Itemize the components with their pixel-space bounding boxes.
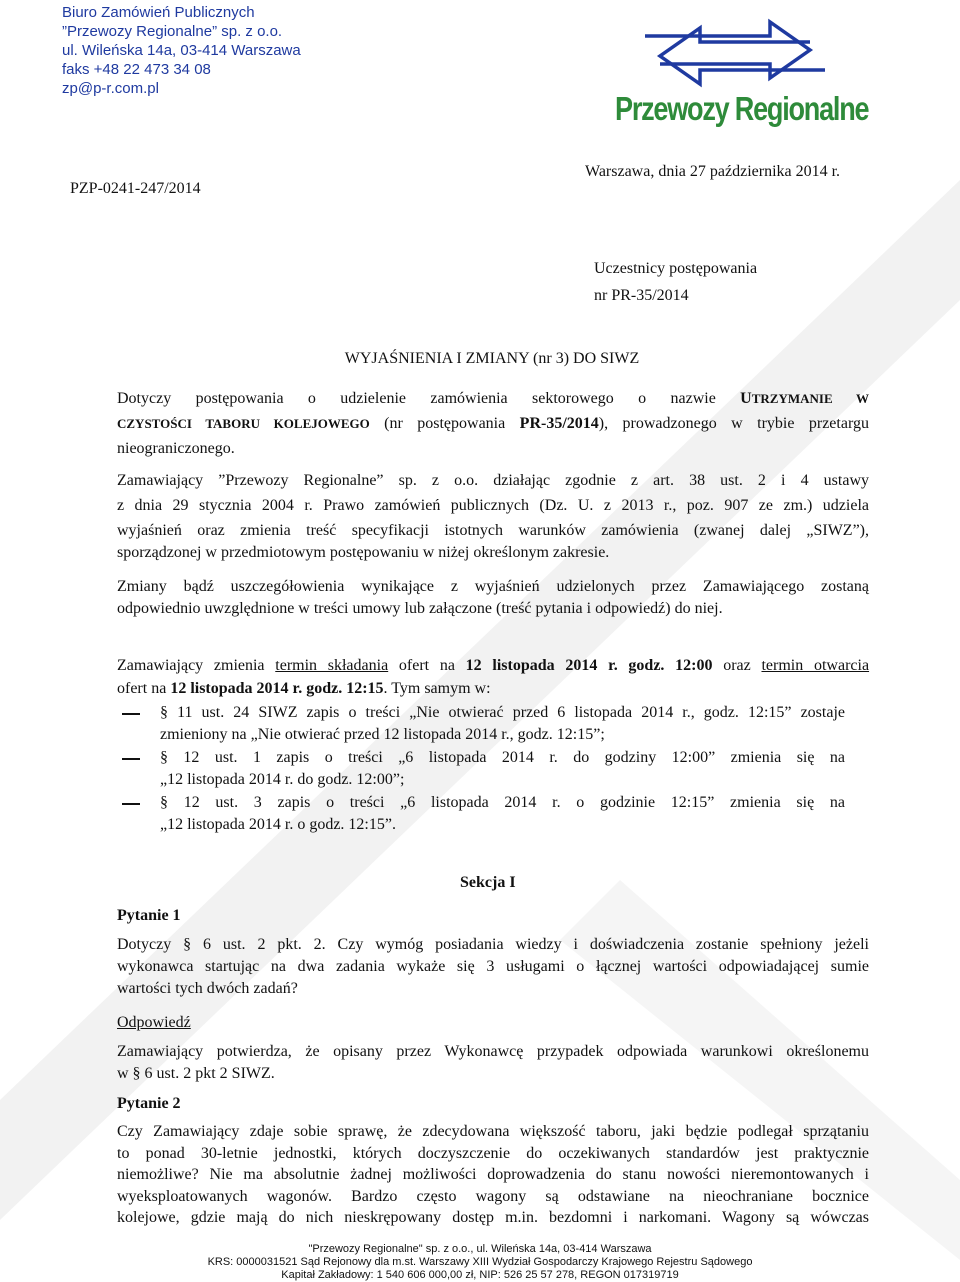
text-run: oraz: [712, 657, 762, 674]
text-run: U: [740, 390, 752, 407]
sender-line: faks +48 22 473 34 08: [62, 61, 211, 78]
text-run: termin otwarcia: [761, 657, 870, 674]
footer: [0, 1243, 960, 1282]
text-run: Dotyczy postępowania o udzielenie zamówienia sektorowego o nazwie: [117, 390, 741, 407]
double-arrow-logo-icon: [600, 12, 872, 94]
text-run: 12 listopada 2014 r. godz. 12:00: [465, 657, 713, 674]
place-date: Warszawa, dnia 27 października 2014 r.: [585, 163, 841, 180]
question-text: Czy Zamawiający zdaje sobie sprawę, że zdecydowana większość taboru, jaki będzie podlegał sprzątaniu: [117, 1123, 869, 1140]
sender-line: ul. Wileńska 14a, 03-414 Warszawa: [62, 42, 301, 59]
company-logo: [600, 12, 872, 130]
bullet-item: § 11 ust. 24 SIWZ zapis o treści „Nie otwierać przed 6 listopada 2014 r., godz. 12:15” zostaje: [160, 704, 845, 721]
dash-bullet-icon: [122, 713, 140, 715]
answer-label: Odpowiedź: [117, 1014, 191, 1031]
bullet-item: „12 listopada 2014 r. o godz. 12:15”.: [160, 816, 396, 833]
bullet-item: zmieniony na „Nie otwierać przed 12 listopada 2014 r., godz. 12:15”;: [160, 726, 605, 743]
paragraph-line: Zmiany bądź uszczegółowienia wynikające z wyjaśnień udzielonych przez Zamawiającego zostaną: [117, 578, 869, 595]
sender-line: Biuro Zamówień Publicznych: [62, 4, 255, 21]
question-text: Dotyczy § 6 ust. 2 pkt. 2. Czy wymóg posiadania wiedzy i doświadczenia zostanie spełniony jeżeli: [117, 936, 869, 953]
addressee-line: nr PR-35/2014: [594, 287, 689, 304]
paragraph-line: z dnia 29 stycznia 2004 r. Prawo zamówień publicznych (Dz. U. z 2013 r., poz. 907 ze zm.) udziela: [117, 497, 869, 514]
footer-line: "Przewozy Regionalne" sp. z o.o., ul. Wileńska 14a, 03-414 Warszawa: [308, 1243, 652, 1255]
text-run: ofert na: [117, 680, 171, 697]
question-text: wyeksploatowanych wagonów. Bardzo często wagony są odstawiane na nieochraniane bocznice: [117, 1188, 869, 1205]
question-text: kolejowe, gdzie mają do nich nieskrępowany dostęp m.in. bezdomni i narkomani. Wagony są wówczas: [117, 1209, 869, 1226]
text-run: TRZYMANIE W: [751, 391, 869, 406]
answer-text: w § 6 ust. 2 pkt 2 SIWZ.: [117, 1065, 275, 1082]
paragraph-line: wyjaśnień oraz zmienia treść specyfikacji istotnych warunków zamówienia (zwanej dalej „SIWZ”),: [117, 522, 869, 539]
bullet-item: „12 listopada 2014 r. do godz. 12:00”;: [160, 771, 405, 788]
text-run: ), prowadzonego w trybie przetargu: [598, 415, 869, 432]
dash-bullet-icon: [122, 758, 140, 760]
question-text: to ponad 30-letnie jednostki, których doczyszczenie do oczekiwanych standardów jest praktycznie: [117, 1145, 869, 1162]
question-text: niemożliwe? Nie ma absolutnie żadnej możliwości doprowadzenia do stanu nowości nieremontowanych i: [117, 1166, 869, 1183]
text-run: Zamawiający zmienia: [117, 657, 276, 674]
paragraph-subject: nieograniczonego.: [117, 440, 235, 457]
sender-line: ”Przewozy Regionalne” sp. z o.o.: [62, 23, 283, 40]
text-run: . Tym samym w:: [383, 680, 491, 697]
paragraph-line: Zamawiający ”Przewozy Regionalne” sp. z o.o. działając zgodnie z art. 38 ust. 2 i 4 ustawy: [117, 472, 869, 489]
footer-line: Kapitał Zakładowy: 1 540 606 000,00 zł, NIP: 526 25 57 278, REGON 017319719: [281, 1269, 679, 1281]
question-text: wartości tych dwóch zadań?: [117, 980, 298, 997]
deadline-change-line: [117, 678, 869, 700]
sender-line: zp@p-r.com.pl: [62, 80, 159, 97]
reference-number: PZP-0241-247/2014: [70, 180, 201, 197]
paragraph-line: odpowiednio uwzględnione w treści umowy lub załączone (treść pytania i odpowiedź) do niej.: [117, 600, 723, 617]
section-heading: Sekcja I: [460, 874, 516, 891]
question-label: Pytanie 1: [117, 907, 181, 924]
paragraph-subject: [117, 388, 869, 410]
logo-wordmark: Przewozy Regionalne: [615, 90, 869, 127]
text-run: termin składania: [275, 657, 389, 674]
text-run: PR-35/2014: [519, 415, 599, 432]
addressee-line: Uczestnicy postępowania: [594, 260, 758, 277]
answer-text: Zamawiający potwierdza, że opisany przez Wykonawcę przypadek odpowiada warunkowi określonemu: [117, 1043, 869, 1060]
bullet-item: § 12 ust. 1 zapis o treści „6 listopada 2014 r. do godziny 12:00” zmienia się na: [160, 749, 845, 766]
dash-bullet-icon: [122, 803, 140, 805]
paragraph-line: sporządzonej w przedmiotowym postępowaniu w niżej określonym zakresie.: [117, 544, 610, 561]
deadline-change-line: [117, 655, 869, 677]
paragraph-subject: [117, 413, 869, 435]
sender-block: [62, 3, 301, 98]
question-label: Pytanie 2: [117, 1095, 181, 1112]
text-run: 12 listopada 2014 r. godz. 12:15: [170, 680, 384, 697]
footer-line: KRS: 0000031521 Sąd Rejonowy dla m.st. Warszawy XIII Wydział Gospodarczy Krajowego Rejestru Sądowego: [207, 1256, 753, 1268]
question-text: wykonawca startując na dwa zadania wykaże się 3 usługami o łącznej wartości odpowiadającej sumie: [117, 958, 869, 975]
text-run: ofert na: [388, 657, 466, 674]
document-title: WYJAŚNIENIA I ZMIANY (nr 3) DO SIWZ: [344, 350, 640, 367]
text-run: (nr postępowania: [369, 415, 520, 432]
bullet-item: § 12 ust. 3 zapis o treści „6 listopada 2014 r. o godzinie 12:15” zmienia się na: [160, 794, 845, 811]
text-run: CZYSTOŚCI TABORU KOLEJOWEGO: [117, 416, 370, 431]
